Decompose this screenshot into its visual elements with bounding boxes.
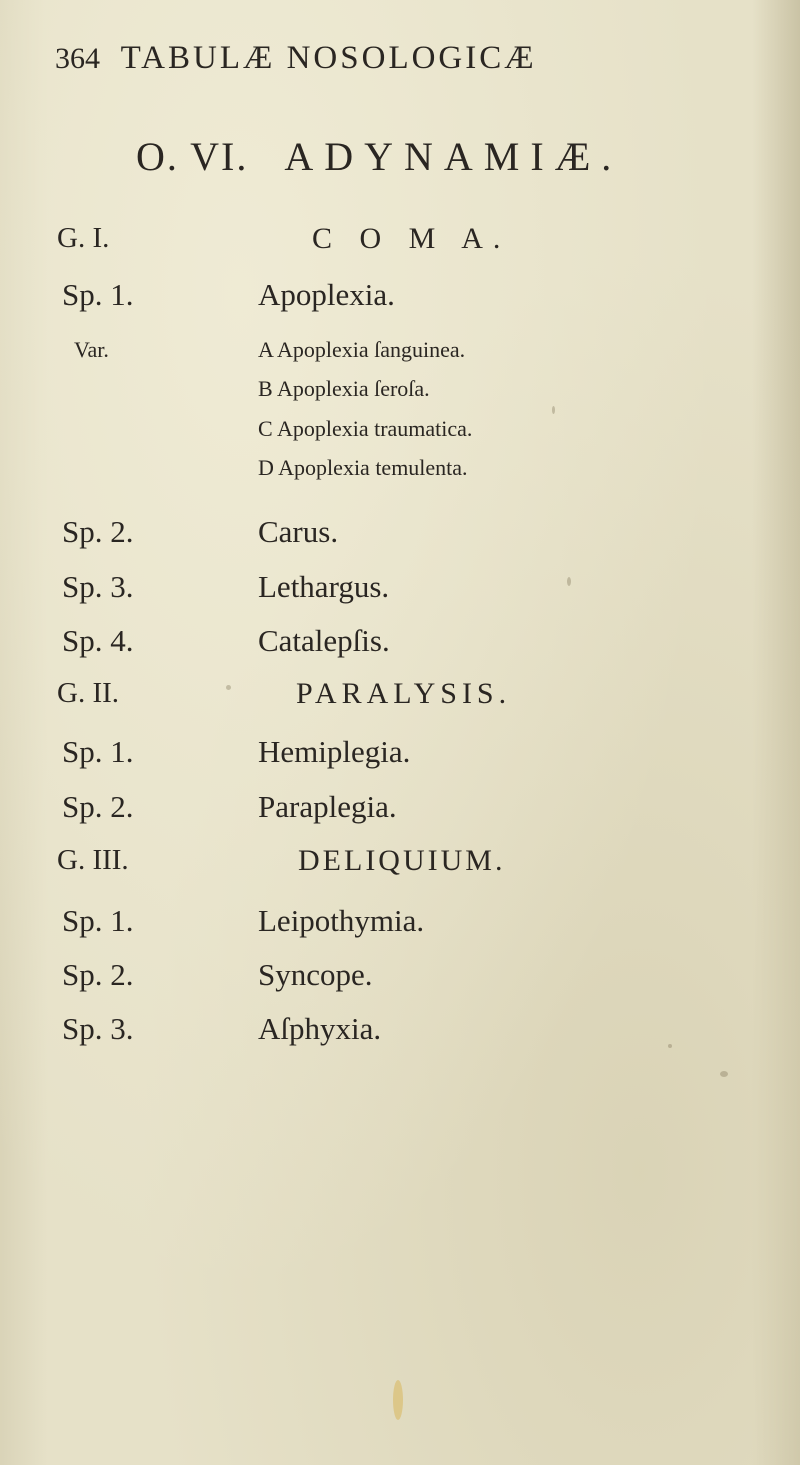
page-number: 364: [55, 42, 100, 75]
variety-name: D Apoplexia temulenta.: [258, 455, 468, 480]
species-name: Lethargus.: [258, 569, 390, 604]
species-name: Aſphyxia.: [258, 1011, 382, 1046]
variety-name: A Apoplexia ſanguinea.: [258, 337, 466, 362]
genus-label: G. III.: [57, 844, 129, 876]
species-label: Sp. 2.: [62, 789, 134, 824]
paper-speck: [567, 577, 571, 586]
species-name: Apoplexia.: [258, 277, 395, 312]
variety-name: C Apoplexia traumatica.: [258, 416, 473, 441]
paper-speck: [668, 1044, 672, 1048]
paper-speck: [226, 685, 231, 690]
species-name: Catalepſis.: [258, 623, 390, 658]
species-label: Sp. 4.: [62, 623, 134, 658]
species-label: Sp. 1.: [62, 903, 134, 938]
species-name: Leipothymia.: [258, 903, 425, 938]
paper-speck: [720, 1071, 728, 1077]
order-heading: [136, 133, 622, 180]
species-label: Sp. 3.: [62, 1011, 134, 1046]
species-name: Paraplegia.: [258, 789, 397, 824]
genus-label: G. I.: [57, 222, 110, 254]
paper-speck: [552, 406, 555, 414]
paper-stain: [393, 1380, 403, 1420]
genus-name: PARALYSIS.: [296, 677, 512, 710]
species-name: Syncope.: [258, 957, 373, 992]
genus-name: C O M A.: [312, 222, 511, 255]
species-label: Sp. 2.: [62, 514, 134, 549]
variety-name: B Apoplexia ſeroſa.: [258, 376, 430, 401]
order-name: ADYNAMIÆ.: [284, 134, 623, 179]
species-name: Carus.: [258, 514, 339, 549]
species-name: Hemiplegia.: [258, 734, 411, 769]
species-label: Sp. 3.: [62, 569, 134, 604]
running-title: TABULÆ NOSOLOGICÆ: [120, 40, 537, 76]
species-label: Sp. 2.: [62, 957, 134, 992]
genus-label: G. II.: [57, 677, 120, 709]
order-label: O. VI.: [136, 134, 249, 179]
varieties-label: Var.: [74, 337, 109, 362]
running-head: [55, 40, 537, 77]
species-label: Sp. 1.: [62, 734, 134, 769]
species-label: Sp. 1.: [62, 277, 134, 312]
genus-name: DELIQUIUM.: [298, 844, 506, 877]
